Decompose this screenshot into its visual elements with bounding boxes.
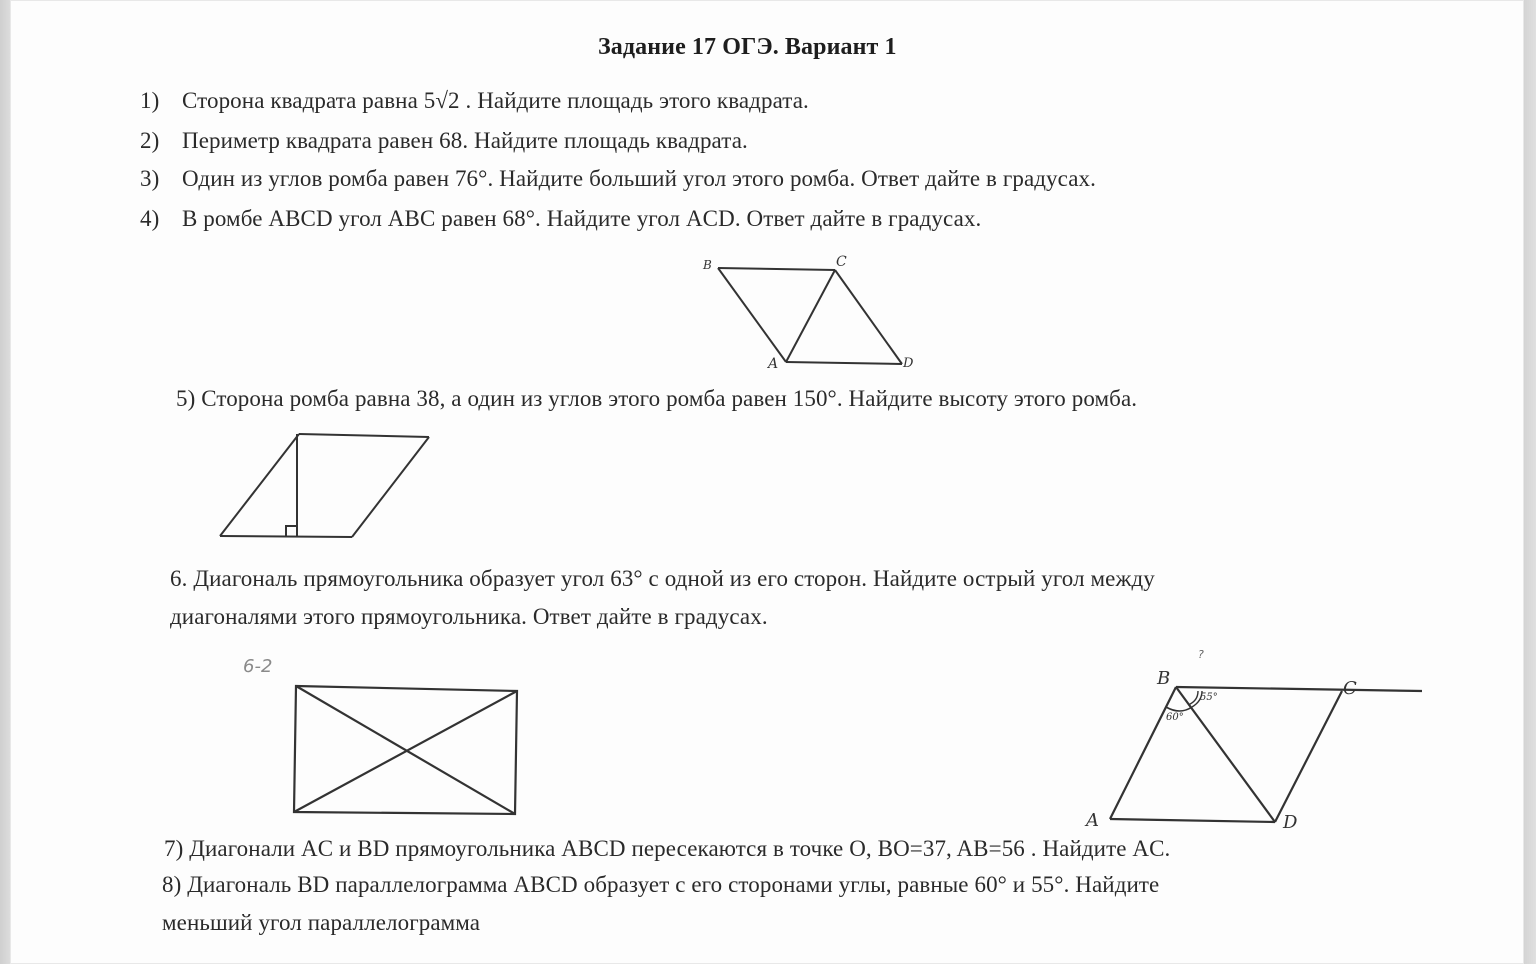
rhombus-height-figure-task5 xyxy=(200,420,450,550)
task-number: 7) xyxy=(164,836,184,861)
task-number: 8) xyxy=(162,872,182,897)
task-5 xyxy=(176,386,1137,412)
task-8-line-2: меньший угол параллелограмма xyxy=(162,910,481,935)
task-7 xyxy=(164,836,1170,862)
task-6-line-2: диагоналями этого прямоугольника. Ответ дайте в градусах. xyxy=(170,604,768,629)
rectangle-diagonals-figure-task6 xyxy=(290,680,530,820)
task-number: 1) xyxy=(140,88,160,113)
vertex-label-d: D xyxy=(1283,812,1298,833)
task-number: 4) xyxy=(140,206,160,231)
vertex-label-b: B xyxy=(703,258,712,272)
task-4 xyxy=(140,206,981,232)
parallelogram-figure-task8 xyxy=(1080,645,1380,845)
vertex-label-a: A xyxy=(1086,810,1099,831)
task-3 xyxy=(140,166,1096,192)
task-number: 3) xyxy=(140,166,160,191)
task-text: Диагональ прямоугольника образует угол 63° с одной из его сторон. Найдите острый угол между xyxy=(193,566,1155,591)
task-2 xyxy=(140,128,748,154)
task-text: Диагональ BD параллелограмма ABCD образует с его сторонами углы, равные 60° и 55°. Найдите xyxy=(187,872,1160,897)
vertex-label-a: A xyxy=(768,356,779,372)
task-text: Сторона ромба равна 38, а один из углов этого ромба равен 150°. Найдите высоту этого ромба. xyxy=(201,386,1138,411)
task-text: Один из углов ромба равен 76°. Найдите больший угол этого ромба. Ответ дайте в градусах. xyxy=(182,166,1097,191)
task-8-line-1 xyxy=(162,872,1159,898)
page-right-edge xyxy=(1524,0,1536,964)
task-number: 6. xyxy=(170,566,188,591)
task-number: 2) xyxy=(140,128,160,153)
rhombus-figure-task4 xyxy=(690,250,930,380)
task-text: В ромбе ABCD угол ABC равен 68°. Найдите угол ACD. Ответ дайте в градусах. xyxy=(182,206,982,231)
handwritten-note: 6-2 xyxy=(243,656,273,677)
task-text: Периметр квадрата равен 68. Найдите площадь квадрата. xyxy=(182,128,748,153)
task-number: 5) xyxy=(176,386,196,411)
angle-label-60: 60° xyxy=(1166,712,1184,723)
task-1 xyxy=(140,88,809,114)
vertex-label-d: D xyxy=(903,356,914,371)
vertex-label-b: B xyxy=(1157,668,1171,689)
page-title: Задание 17 ОГЭ. Вариант 1 xyxy=(598,34,897,60)
page-left-edge xyxy=(0,0,10,964)
question-mark-note: ? xyxy=(1198,648,1204,661)
task-6-line-1 xyxy=(170,566,1155,592)
task-text: Диагонали AC и BD прямоугольника ABCD пересекаются в точке O, BO=37, AB=56 . Найдите AC. xyxy=(189,836,1171,861)
vertex-label-c: C xyxy=(1343,678,1357,699)
vertex-label-c: C xyxy=(836,254,847,270)
task-text: Сторона квадрата равна 5√2 . Найдите площадь этого квадрата. xyxy=(182,88,809,113)
angle-label-55: 55° xyxy=(1200,692,1218,703)
